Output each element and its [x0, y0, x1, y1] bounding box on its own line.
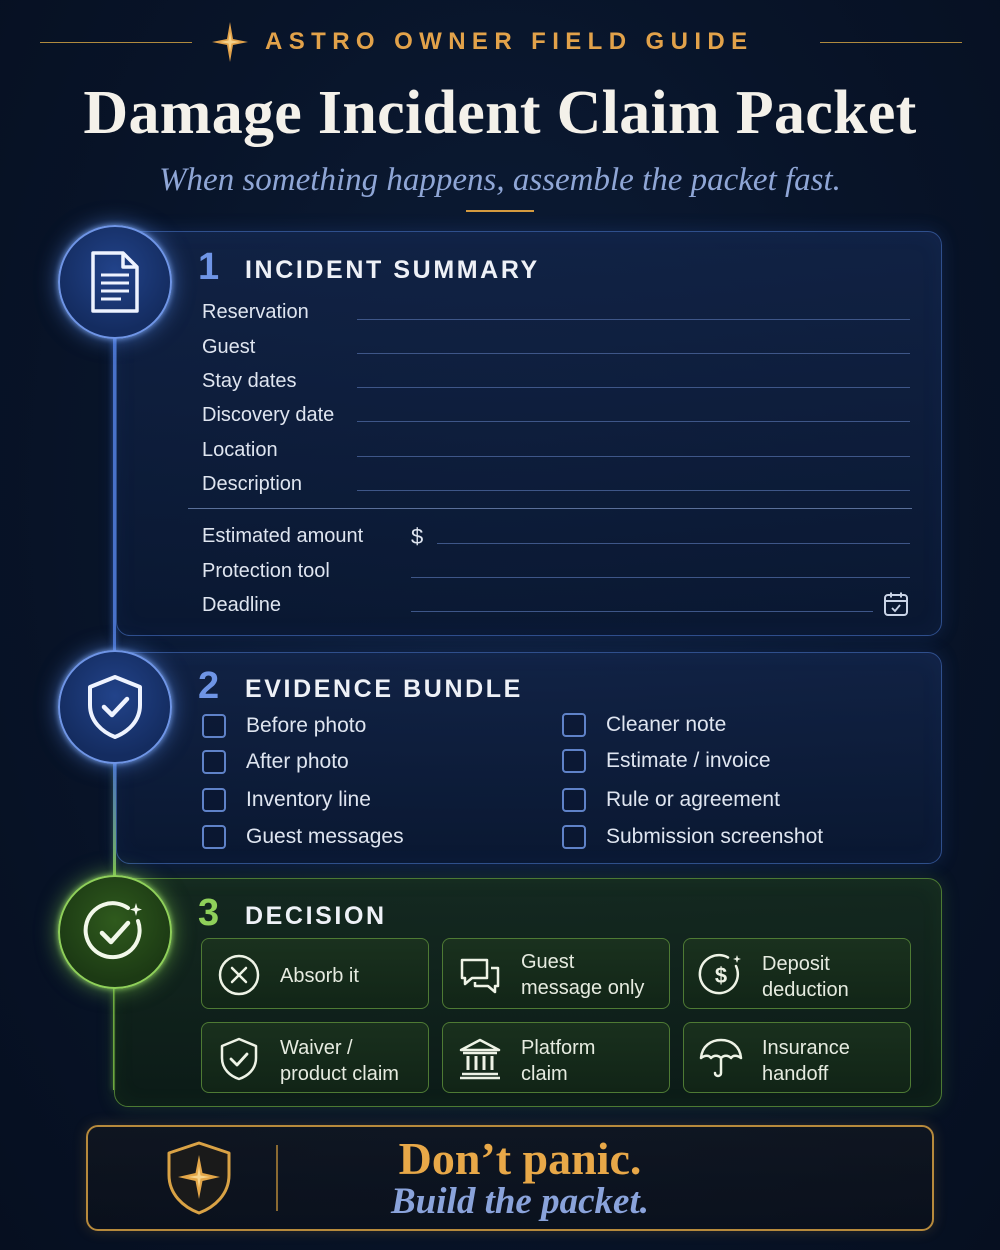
field-label-description: Description — [202, 473, 303, 495]
checkbox[interactable] — [562, 713, 586, 737]
section-1-number: 1 — [198, 246, 220, 288]
section-2-title: EVIDENCE BUNDLE — [245, 675, 523, 703]
option-label: Absorb it — [280, 965, 359, 987]
section-1-title: INCIDENT SUMMARY — [245, 256, 540, 284]
checklist-label: Estimate / invoice — [606, 749, 771, 772]
option-deposit-deduction[interactable] — [683, 938, 911, 1009]
option-label: Deposit deduction — [762, 953, 849, 1001]
dollar-sign: $ — [411, 524, 424, 549]
field-input-guest[interactable] — [357, 353, 910, 354]
guide-kicker: ASTRO OWNER FIELD GUIDE — [265, 28, 754, 55]
kicker-rule-left — [40, 42, 192, 43]
field-input-deadline[interactable] — [411, 611, 873, 612]
option-insurance-handoff[interactable] — [683, 1022, 911, 1093]
checklist-label: Guest messages — [246, 825, 404, 848]
checklist-label: Before photo — [246, 714, 367, 737]
checklist-label: Submission screenshot — [606, 825, 824, 848]
field-label-deadline: Deadline — [202, 594, 281, 616]
field-label-guest: Guest — [202, 336, 256, 358]
option-platform-claim[interactable] — [442, 1022, 670, 1093]
field-label-stay-dates: Stay dates — [202, 370, 297, 392]
field-label-estimated-amount: Estimated amount — [202, 525, 364, 547]
checklist-item-inventory-line[interactable] — [202, 785, 371, 815]
checklist-item-estimate-invoice[interactable] — [562, 746, 771, 776]
field-input-estimated-amount[interactable] — [437, 543, 910, 544]
checklist-label: After photo — [246, 750, 349, 773]
field-input-protection-tool[interactable] — [411, 577, 910, 578]
dollar-circle-icon — [698, 952, 744, 998]
checkbox[interactable] — [202, 788, 226, 812]
field-input-location[interactable] — [357, 456, 910, 457]
compass-star-icon — [210, 20, 250, 64]
option-absorb-it[interactable] — [201, 938, 429, 1009]
checklist-item-guest-messages[interactable] — [202, 822, 404, 852]
section-2-badge — [58, 650, 172, 764]
checklist-item-cleaner-note[interactable] — [562, 710, 726, 740]
checkbox[interactable] — [202, 714, 226, 738]
option-waiver-product-claim[interactable] — [201, 1022, 429, 1093]
section-1-badge — [58, 225, 172, 339]
checklist-item-after-photo[interactable] — [202, 747, 349, 777]
checkbox[interactable] — [202, 825, 226, 849]
field-input-description[interactable] — [357, 490, 910, 491]
field-input-stay-dates[interactable] — [357, 387, 910, 388]
calendar-icon[interactable] — [883, 591, 909, 617]
page-subtitle: When something happens, assemble the packet fast. — [159, 162, 841, 198]
section-3-number: 3 — [198, 892, 220, 934]
checkbox[interactable] — [562, 788, 586, 812]
x-circle-icon — [216, 952, 262, 998]
checklist-label: Inventory line — [246, 788, 371, 811]
check-circle-icon — [80, 897, 150, 967]
shield-check-icon — [216, 1036, 262, 1082]
svg-text:$: $ — [714, 963, 728, 988]
checklist-item-before-photo[interactable] — [202, 711, 366, 741]
summary-divider — [188, 508, 912, 509]
shield-check-icon — [84, 673, 146, 741]
field-label-discovery-date: Discovery date — [202, 404, 335, 426]
checkbox[interactable] — [562, 749, 586, 773]
kicker-rule-right — [820, 42, 962, 43]
section-3-badge — [58, 875, 172, 989]
subtitle-underline — [466, 210, 534, 212]
document-icon — [87, 249, 143, 315]
option-guest-message-only[interactable] — [442, 938, 670, 1009]
checkbox[interactable] — [562, 825, 586, 849]
chat-bubbles-icon — [457, 952, 503, 998]
bank-icon — [457, 1036, 503, 1082]
option-label: Insurance handoff — [762, 1037, 850, 1085]
checklist-label: Cleaner note — [606, 713, 727, 736]
field-input-reservation[interactable] — [357, 319, 910, 320]
footer-separator — [276, 1145, 278, 1211]
field-label-reservation: Reservation — [202, 301, 309, 323]
footer-tagline: Build the packet. — [391, 1181, 649, 1222]
page-title: Damage Incident Claim Packet — [83, 79, 917, 147]
checklist-item-submission-screenshot[interactable] — [562, 822, 823, 852]
section-2-number: 2 — [198, 665, 220, 707]
field-input-discovery-date[interactable] — [357, 421, 910, 422]
field-label-protection-tool: Protection tool — [202, 560, 330, 582]
checklist-item-rule-or-agreement[interactable] — [562, 785, 780, 815]
option-label: Platform claim — [521, 1037, 596, 1085]
option-label: Waiver / product claim — [280, 1037, 399, 1085]
field-label-location: Location — [202, 439, 278, 461]
umbrella-icon — [698, 1036, 744, 1082]
option-label: Guest message only — [521, 951, 645, 999]
checkbox[interactable] — [202, 750, 226, 774]
compass-star-shield-icon — [163, 1139, 235, 1217]
checklist-label: Rule or agreement — [606, 788, 780, 811]
section-3-title: DECISION — [245, 902, 387, 930]
footer-headline: Don’t panic. — [398, 1133, 642, 1184]
